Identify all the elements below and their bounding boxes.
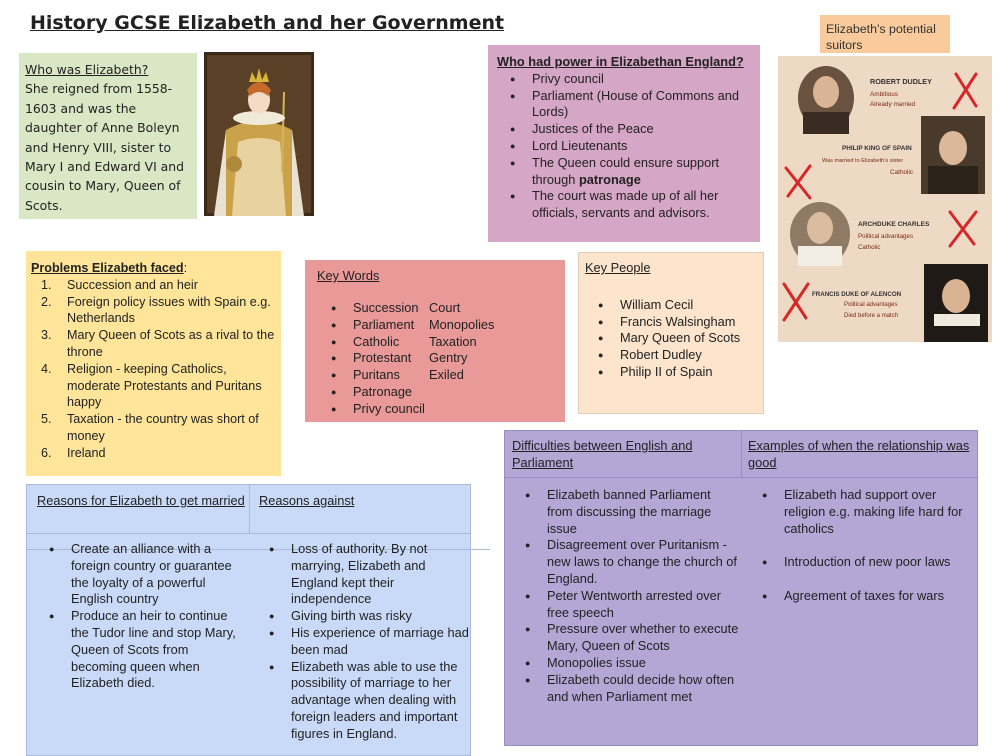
power-item: ● Justices of the Peace xyxy=(510,121,751,138)
reasons-against-list xyxy=(269,541,469,743)
difficulty-item: ● Disagreement over Puritanism - new laws to change the church of England. xyxy=(525,537,739,587)
who-had-power-box xyxy=(488,45,760,242)
suitor-note: Was married to Elizabeth's sister xyxy=(822,158,904,164)
suitor-note: Catholic xyxy=(858,244,881,251)
reason-against-item: ● Giving birth was risky xyxy=(269,608,469,625)
problem-item: 6. Ireland xyxy=(31,445,276,462)
reason-against-item: ● Elizabeth was able to use the possibility of marriage to her advantage when dealing with foreign leaders and important figures in England. xyxy=(269,659,469,743)
problems-box xyxy=(26,251,281,476)
suitor-note: Political advantages xyxy=(844,302,898,308)
suitor-name: ARCHDUKE CHARLES xyxy=(858,221,930,228)
problem-item: 1. Succession and an heir xyxy=(31,277,276,294)
charles-portrait-icon xyxy=(790,202,850,266)
marriage-reasons-table xyxy=(26,484,471,756)
key-person: ● William Cecil xyxy=(598,297,757,314)
problem-item: 4. Religion - keeping Catholics, moderate Protestants and Puritans happy xyxy=(31,361,276,411)
problem-item: 3. Mary Queen of Scots as a rival to the throne xyxy=(31,327,276,361)
key-words-title: Key Words xyxy=(317,268,380,283)
reason-against-item: ● His experience of marriage had been mad xyxy=(269,625,469,659)
key-person: ● Robert Dudley xyxy=(598,347,757,364)
problem-item: 5. Taxation - the country was short of money xyxy=(31,411,276,445)
problems-title: Problems Elizabeth faced xyxy=(31,261,184,275)
key-people-title: Key People xyxy=(585,260,651,275)
key-word: Court xyxy=(429,300,461,315)
good-relations-list xyxy=(762,487,974,605)
key-words-col1 xyxy=(331,300,429,418)
power-title: Who had power in Elizabethan England? xyxy=(497,54,744,69)
reasons-for-list xyxy=(49,541,247,692)
key-person: ● Philip II of Spain xyxy=(598,364,757,381)
key-word: ● Parliament xyxy=(331,317,429,334)
suitor-name: PHILIP KING OF SPAIN xyxy=(842,145,912,152)
patronage-word: patronage xyxy=(578,171,641,187)
problems-list xyxy=(31,277,276,462)
key-words-box xyxy=(305,260,565,422)
good-relations-title: Examples of when the relationship was good xyxy=(748,438,970,470)
reasons-for-title: Reasons for Elizabeth to get married xyxy=(27,485,269,550)
dudley-portrait-icon xyxy=(798,66,854,134)
who-answer: She reigned from 1558-1603 and was the daughter of Anne Boleyn and Henry VIII, sister to Mary I and Edward VI and cousin to Mary, Queen of Scots. xyxy=(25,81,184,213)
key-words-col2 xyxy=(429,300,494,418)
suitor-note: Ambitious xyxy=(870,91,899,98)
difficulty-item: ● Elizabeth banned Parliament from discussing the marriage issue xyxy=(525,487,739,537)
power-item: ● Privy council xyxy=(510,71,751,88)
key-word: Monopolies xyxy=(429,316,495,332)
suitor-note: Died before a match xyxy=(844,313,899,319)
who-was-elizabeth-box xyxy=(19,53,197,219)
difficulty-item: ● Peter Wentworth arrested over free speech xyxy=(525,588,739,622)
difficulty-item: ● Elizabeth could decide how often and when Parliament met xyxy=(525,672,739,706)
key-word: ● Privy council xyxy=(331,401,429,418)
suitors-image xyxy=(778,56,992,342)
key-word: ● Catholic xyxy=(331,334,429,351)
key-people-list xyxy=(598,297,757,381)
key-word: ● Puritans xyxy=(331,367,429,384)
problems-title-line: Problems Elizabeth faced: xyxy=(31,261,188,275)
problem-item: 2. Foreign policy issues with Spain e.g. Netherlands xyxy=(31,294,276,328)
key-words-columns xyxy=(331,300,494,418)
parliament-relations-table xyxy=(504,430,978,746)
page-title: History GCSE Elizabeth and her Government xyxy=(30,12,505,34)
power-item-patronage xyxy=(510,155,751,189)
key-word: ● Protestant xyxy=(331,350,429,367)
key-person: ● Mary Queen of Scots xyxy=(598,330,757,347)
power-item: ● Parliament (House of Commons and Lords) xyxy=(510,88,751,122)
alencon-portrait-icon xyxy=(924,264,988,342)
good-relation-item: ● Agreement of taxes for wars xyxy=(762,588,974,605)
philip-portrait-icon xyxy=(921,116,985,194)
good-relation-item: ● Introduction of new poor laws xyxy=(762,554,974,571)
reason-for-item: ● Produce an heir to continue the Tudor line and stop Mary, Queen of Scots from becoming queen when Elizabeth died. xyxy=(49,608,247,692)
key-word: Taxation xyxy=(429,333,477,349)
key-people-box xyxy=(578,252,764,414)
reason-against-item: ● Loss of authority. By not marrying, Elizabeth and England kept their independence xyxy=(269,541,469,608)
suitor-note: Catholic xyxy=(890,169,914,176)
key-word: Exiled xyxy=(429,367,464,383)
key-word: ● Patronage xyxy=(331,384,429,401)
difficulties-title: Difficulties between English and Parliament xyxy=(512,438,693,470)
suitor-name: ROBERT DUDLEY xyxy=(870,77,932,86)
good-relation-item: ● Elizabeth had support over religion e.g. making life hard for catholics xyxy=(762,487,974,537)
elizabeth-portrait-image xyxy=(204,52,314,216)
difficulty-item: ● Pressure over whether to execute Mary, Queen of Scots xyxy=(525,621,739,655)
key-word: Gentry xyxy=(429,350,468,366)
patronage-prefix: The Queen could ensure support through xyxy=(532,154,720,187)
suitor-note: Political advantages xyxy=(858,233,914,240)
difficulties-list xyxy=(525,487,739,705)
suitor-note: Already married xyxy=(870,101,916,108)
key-word: ● Succession xyxy=(331,300,429,317)
power-item: ● Lord Lieutenants xyxy=(510,138,751,155)
key-person: ● Francis Walsingham xyxy=(598,314,757,331)
who-question: Who was Elizabeth? xyxy=(25,62,149,77)
reasons-against-title: Reasons against xyxy=(249,485,490,550)
power-list xyxy=(510,71,751,222)
suitor-name: FRANCIS DUKE OF ALENCON xyxy=(812,291,902,298)
power-item: ● The court was made up of all her officials, servants and advisors. xyxy=(510,188,751,222)
suitors-label: Elizabeth's potential suitors xyxy=(820,15,950,53)
difficulty-item: ● Monopolies issue xyxy=(525,655,739,672)
reason-for-item: ● Create an alliance with a foreign country or guarantee the loyalty of a powerful English country xyxy=(49,541,247,608)
